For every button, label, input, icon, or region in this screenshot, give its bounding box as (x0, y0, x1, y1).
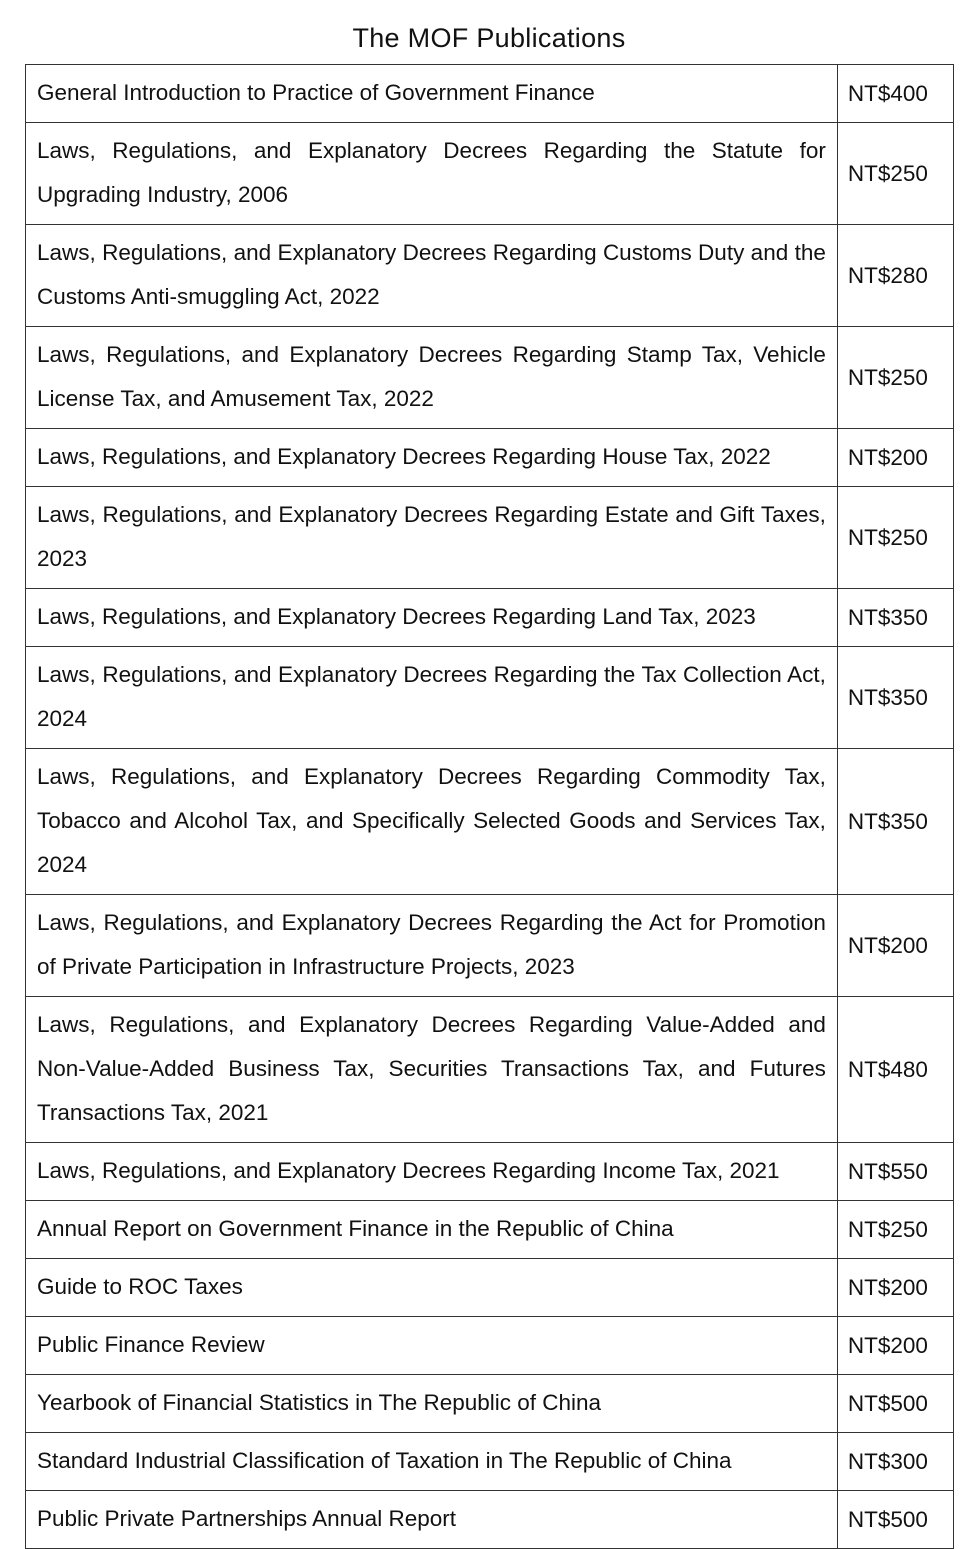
publication-name: Laws, Regulations, and Explanatory Decrees Regarding House Tax, 2022 (26, 429, 838, 487)
publication-name: Laws, Regulations, and Explanatory Decrees Regarding Customs Duty and the Customs Anti-smuggling Act, 2022 (26, 225, 838, 327)
publication-name: General Introduction to Practice of Government Finance (26, 65, 838, 123)
table-row (26, 65, 954, 123)
publication-price: NT$250 (837, 1201, 953, 1259)
publication-name: Standard Industrial Classification of Taxation in The Republic of China (26, 1433, 838, 1491)
publication-price: NT$350 (837, 749, 953, 895)
table-row (26, 1317, 954, 1375)
publication-price: NT$400 (837, 65, 953, 123)
table-row (26, 1433, 954, 1491)
publication-price: NT$500 (837, 1375, 953, 1433)
publication-price: NT$250 (837, 123, 953, 225)
table-row (26, 225, 954, 327)
publication-name: Guide to ROC Taxes (26, 1259, 838, 1317)
table-row (26, 895, 954, 997)
publication-name: Laws, Regulations, and Explanatory Decrees Regarding Estate and Gift Taxes, 2023 (26, 487, 838, 589)
publication-name: Public Finance Review (26, 1317, 838, 1375)
publication-price: NT$250 (837, 487, 953, 589)
publication-name: Laws, Regulations, and Explanatory Decrees Regarding Commodity Tax, Tobacco and Alcohol Tax, and Specifically Selected Goods and Services Tax, 2024 (26, 749, 838, 895)
publication-name: Laws, Regulations, and Explanatory Decrees Regarding the Act for Promotion of Private Participation in Infrastructure Projects, 2023 (26, 895, 838, 997)
table-row (26, 1259, 954, 1317)
page-title: The MOF Publications (352, 23, 626, 53)
publication-price: NT$350 (837, 589, 953, 647)
publication-name: Laws, Regulations, and Explanatory Decrees Regarding Income Tax, 2021 (26, 1143, 838, 1201)
publication-name: Yearbook of Financial Statistics in The Republic of China (26, 1375, 838, 1433)
table-row (26, 429, 954, 487)
table-row (26, 1201, 954, 1259)
publication-price: NT$250 (837, 327, 953, 429)
table-row (26, 1491, 954, 1549)
publication-price: NT$200 (837, 1317, 953, 1375)
publication-name: Laws, Regulations, and Explanatory Decrees Regarding Stamp Tax, Vehicle License Tax, and Amusement Tax, 2022 (26, 327, 838, 429)
table-row (26, 327, 954, 429)
table-row (26, 749, 954, 895)
publication-name: Laws, Regulations, and Explanatory Decrees Regarding Land Tax, 2023 (26, 589, 838, 647)
table-row (26, 997, 954, 1143)
publication-price: NT$300 (837, 1433, 953, 1491)
table-row (26, 647, 954, 749)
publication-name: Laws, Regulations, and Explanatory Decrees Regarding the Tax Collection Act, 2024 (26, 647, 838, 749)
table-row (26, 1375, 954, 1433)
publication-name: Laws, Regulations, and Explanatory Decrees Regarding the Statute for Upgrading Industry, 2006 (26, 123, 838, 225)
publication-price: NT$350 (837, 647, 953, 749)
table-row (26, 123, 954, 225)
table-row (26, 1143, 954, 1201)
publication-name: Annual Report on Government Finance in the Republic of China (26, 1201, 838, 1259)
publication-price: NT$200 (837, 429, 953, 487)
table-row (26, 589, 954, 647)
publications-table (25, 64, 954, 1549)
publication-price: NT$500 (837, 1491, 953, 1549)
publication-price: NT$280 (837, 225, 953, 327)
publication-price: NT$550 (837, 1143, 953, 1201)
table-row (26, 487, 954, 589)
publication-price: NT$200 (837, 1259, 953, 1317)
publication-name: Public Private Partnerships Annual Report (26, 1491, 838, 1549)
publication-name: Laws, Regulations, and Explanatory Decrees Regarding Value-Added and Non-Value-Added Business Tax, Securities Transactions Tax, and Futures Transactions Tax, 2021 (26, 997, 838, 1143)
publication-price: NT$480 (837, 997, 953, 1143)
publication-price: NT$200 (837, 895, 953, 997)
